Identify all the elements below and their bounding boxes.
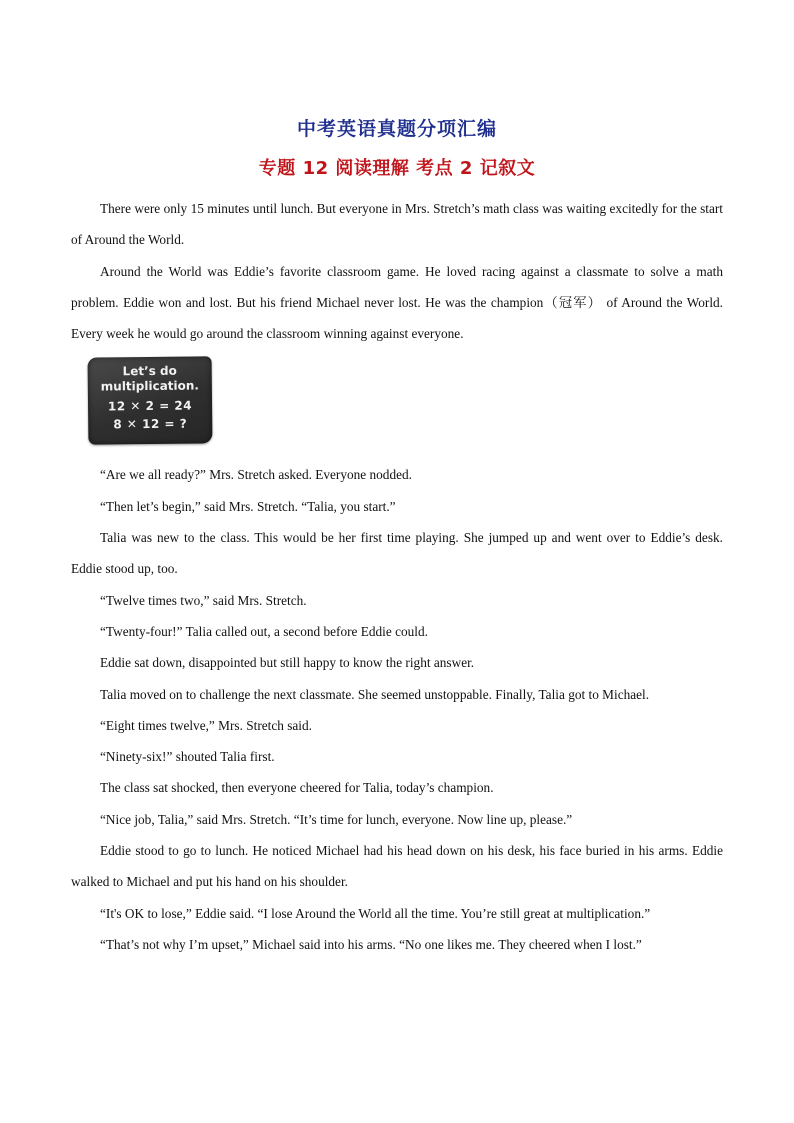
paragraph: “Twenty-four!” Talia called out, a second before Eddie could.: [100, 623, 428, 639]
paragraph: Talia was new to the class. This would be her first time playing. She jumped up and went over to Eddie’s desk. Eddie stood up, too.: [71, 530, 723, 577]
paragraph: “It's OK to lose,” Eddie said. “I lose Around the World all the time. You’re still great at multiplication.”: [100, 905, 651, 921]
paragraph: Eddie stood to go to lunch. He noticed Michael had his head down on his desk, his face buried in his arms. Eddie walked to Michael and put his hand on his shoulder.: [71, 843, 723, 890]
chalkboard-line: 12 ✕ 2 = 24: [107, 399, 193, 414]
chalkboard-line: multiplication.: [100, 378, 200, 394]
article-body: [71, 193, 723, 960]
chalkboard-line: 8 ✕ 12 = ?: [113, 417, 188, 432]
paragraph: Talia moved on to challenge the next classmate. She seemed unstoppable. Finally, Talia got to Michael.: [100, 686, 650, 702]
paragraph: “Eight times twelve,” Mrs. Stretch said.: [100, 717, 312, 733]
paragraph: “Are we all ready?” Mrs. Stretch asked. Everyone nodded.: [100, 467, 412, 483]
paragraph: There were only 15 minutes until lunch. But everyone in Mrs. Stretch’s math class was waiting excitedly for the start of Around the World.: [71, 201, 723, 248]
chalkboard-line: Let’s do: [122, 364, 177, 379]
paragraph: “That’s not why I’m upset,” Michael said into his arms. “No one likes me. They cheered when I lost.”: [100, 936, 642, 952]
paragraph: “Twelve times two,” said Mrs. Stretch.: [100, 592, 307, 608]
paragraph: “Then let’s begin,” said Mrs. Stretch. “Talia, you start.”: [100, 498, 396, 514]
paragraph: Around the World was Eddie’s favorite classroom game. He loved racing against a classmate to solve a math problem. Eddie won and lost. But his friend Michael never lost. He was the champion（冠军） of Around the World. Every week he would go around the classroom winning against everyone.: [71, 263, 723, 342]
chalkboard-image: [88, 357, 213, 445]
paragraph: “Ninety-six!” shouted Talia first.: [100, 749, 275, 765]
paragraph: “Nice job, Talia,” said Mrs. Stretch. “It’s time for lunch, everyone. Now line up, please.”: [100, 811, 573, 827]
document-title: 中考英语真题分项汇编: [296, 118, 497, 140]
chalkboard-figure: [71, 349, 723, 459]
paragraph: Eddie sat down, disappointed but still happy to know the right answer.: [100, 655, 475, 671]
document-subtitle: 专题 12 阅读理解 考点 2 记叙文: [258, 158, 536, 179]
paragraph: The class sat shocked, then everyone cheered for Talia, today’s champion.: [100, 780, 494, 796]
